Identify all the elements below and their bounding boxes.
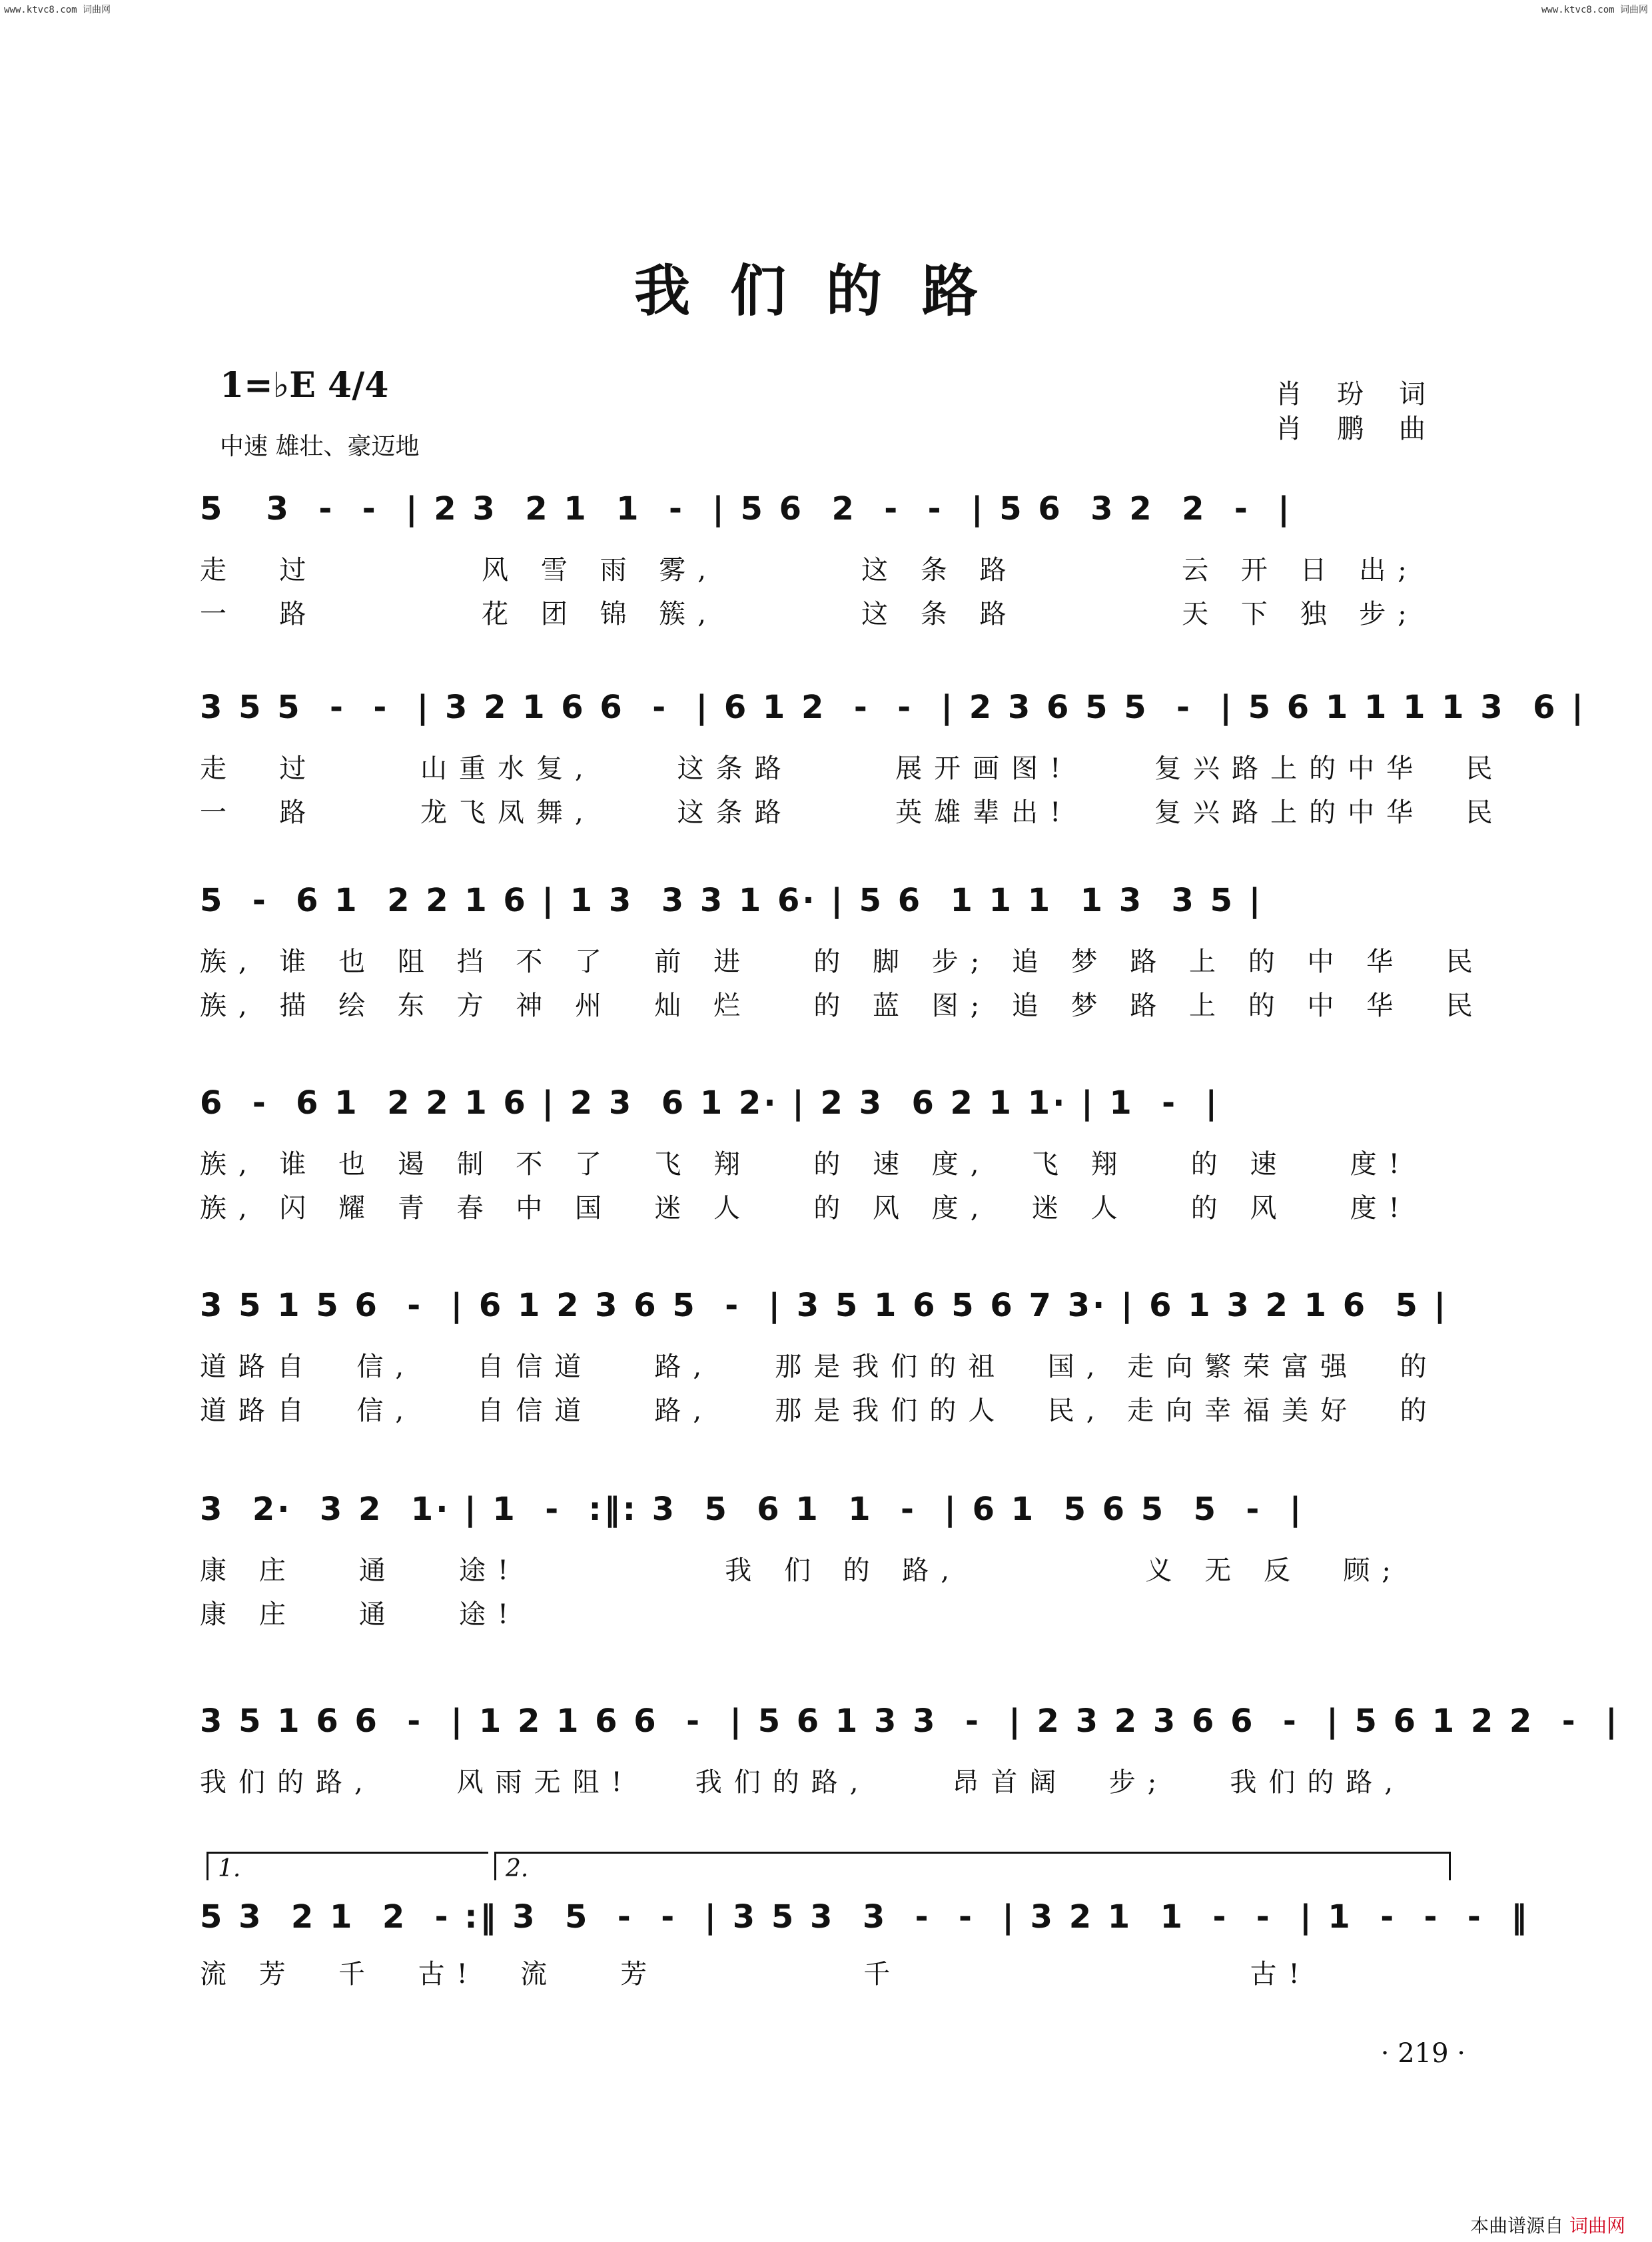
lyric-verse-1: 我们的路, 风雨无阻! 我们的路, 昂首阔 步; 我们的路, <box>200 1767 1406 1798</box>
lyric-verse-1: 道路自 信, 自信道 路, 那是我们的祖 国, 走向繁荣富强 的 <box>200 1351 1439 1382</box>
volta-2-label: 2. <box>506 1855 529 1882</box>
notation-line: 3 5 1 6 6 - | 1 2 1 6 6 - | 5 6 1 3 3 - | 2 3 2 3 6 6 - | 5 6 1 2 2 - | <box>200 1702 1620 1740</box>
notation-line: 3 5 1 5 6 - | 6 1 2 3 6 5 - | 3 5 1 6 5 6 7 3· | 6 1 3 2 1 6 5 | <box>200 1287 1449 1324</box>
lyric-verse-1: 康 庄 通 途! 我 们 的 路, 义 无 反 顾; <box>200 1555 1403 1586</box>
lyric-verse-2: 康 庄 通 途! <box>200 1599 521 1630</box>
source-footer <box>1470 2211 1625 2238</box>
volta-second-ending <box>494 1852 1451 1880</box>
volta-1-label: 1. <box>218 1855 241 1882</box>
lyric-verse-1: 族, 谁 也 遏 制 不 了 飞 翔 的 速 度, 飞 翔 的 速 度! <box>200 1149 1412 1180</box>
lyric-verse-2: 道路自 信, 自信道 路, 那是我们的人 民, 走向幸福美好 的 <box>200 1395 1439 1426</box>
lyric-verse-1: 流 芳 千 古! 流 芳 千 古! <box>200 1959 1312 1990</box>
notation-line: 5 - 6 1 2 2 1 6 | 1 3 3 3 1 6· | 5 6 1 1 1 1 3 3 5 | <box>200 882 1264 919</box>
notation-line: 6 - 6 1 2 2 1 6 | 2 3 6 1 2· | 2 3 6 2 1 1· | 1 - | <box>200 1084 1220 1122</box>
volta-first-ending <box>206 1852 488 1880</box>
lyric-verse-1: 族, 谁 也 阻 挡 不 了 前 进 的 脚 步; 追 梦 路 上 的 中 华 民 <box>200 946 1485 977</box>
footer-brand: 词曲网 <box>1569 2215 1625 2237</box>
lyric-verse-2: 一 路 花 团 锦 簇, 这 条 路 天 下 独 步; <box>200 599 1419 629</box>
page-number: · 219 · <box>1380 2038 1465 2069</box>
key-signature: 1=♭E 4/4 <box>220 365 389 406</box>
lyric-verse-1: 走 过 风 雪 雨 雾, 这 条 路 云 开 日 出; <box>200 555 1419 585</box>
notation-line: 5 3 - - | 2 3 2 1 1 - | 5 6 2 - - | 5 6 3 2 2 - | <box>200 490 1292 528</box>
notation-line: 3 5 5 - - | 3 2 1 6 6 - | 6 1 2 - - | 2 3 6 5 5 - | 5 6 1 1 1 1 3 6 | <box>200 689 1586 726</box>
notation-line: 5 3 2 1 2 - :‖ 3 5 - - | 3 5 3 3 - - | 3 2 1 1 - - | 1 - - - ‖ <box>200 1898 1530 1936</box>
lyric-verse-2: 族, 闪 耀 青 春 中 国 迷 人 的 风 度, 迷 人 的 风 度! <box>200 1193 1412 1224</box>
site-mark-left: www.ktvc8.com 词曲网 <box>4 5 111 15</box>
footer-text: 本曲谱源自 <box>1470 2215 1564 2237</box>
tempo-marking: 中速 雄壮、豪迈地 <box>220 433 420 460</box>
lyricist-credit: 肖 玢 词 <box>1275 379 1439 410</box>
site-mark-right: www.ktvc8.com 词曲网 <box>1541 5 1648 15</box>
notation-line: 3 2· 3 2 1· | 1 - :‖: 3 5 6 1 1 - | 6 1 5 6 5 5 - | <box>200 1491 1304 1528</box>
lyric-verse-2: 族, 描 绘 东 方 神 州 灿 烂 的 蓝 图; 追 梦 路 上 的 中 华 民 <box>200 990 1485 1021</box>
lyric-verse-2: 一 路 龙飞凤舞, 这条路 英雄辈出! 复兴路上的中华 民 <box>200 797 1505 828</box>
song-title: 我们的路 <box>633 258 1018 324</box>
lyric-verse-1: 走 过 山重水复, 这条路 展开画图! 复兴路上的中华 民 <box>200 753 1505 784</box>
composer-credit: 肖 鹏 曲 <box>1275 414 1439 444</box>
